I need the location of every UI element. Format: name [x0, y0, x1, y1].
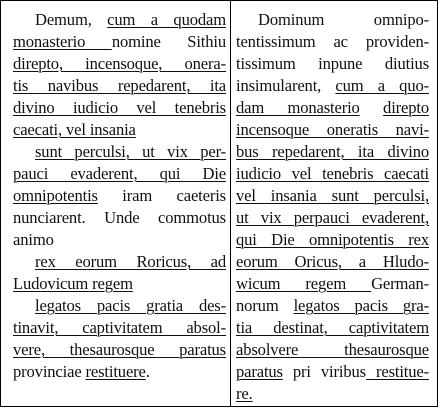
right-column-line [236, 163, 429, 185]
underlined-text: iudicio vel tenebris caecati [236, 164, 429, 183]
right-column-line [236, 207, 429, 229]
left-column-line [13, 53, 226, 75]
underlined-text: legatos pacis gratia des- [35, 296, 226, 315]
underlined-text: direpto, incensoque, onera- [13, 54, 226, 73]
underlined-text: monasterio [13, 32, 112, 51]
underlined-text: omnipotentis [13, 186, 98, 205]
underlined-text: tis navibus repedarent, ita [13, 76, 226, 95]
underlined-text: cum a quodam [107, 10, 226, 29]
right-column-line [236, 339, 429, 361]
underlined-text: legatos pacis gra- [293, 296, 429, 315]
right-column-line [236, 383, 429, 405]
left-column-line [13, 361, 226, 383]
underlined-text: rex eorum Roricus, ad [35, 252, 226, 271]
text-span: provinciae [13, 362, 86, 381]
right-column-line [236, 141, 429, 163]
left-column-line [13, 273, 226, 295]
underlined-text: Ludovicum regem [13, 274, 133, 293]
text-span: Dominum omnipo- [258, 10, 429, 29]
left-column-line [13, 75, 226, 97]
left-column-line [13, 207, 226, 229]
text-span: German- [371, 274, 429, 293]
left-column-line [13, 295, 226, 317]
underlined-text: paratus [236, 362, 283, 381]
left-column-line [13, 31, 226, 53]
left-column-line [13, 9, 226, 31]
underlined-text: bus repedarent, ita divino [236, 142, 429, 161]
right-column-line [236, 119, 429, 141]
text-span: Demum, [35, 10, 108, 29]
text-span: insimularent, [236, 76, 336, 95]
underlined-text: absolvere thesaurosque [236, 340, 429, 359]
right-column-line [236, 361, 429, 383]
right-column-line [236, 273, 429, 295]
right-column-line [236, 31, 429, 53]
underlined-text: dam monasterio [236, 98, 360, 117]
text-span: norum [236, 296, 294, 315]
right-column-line [236, 97, 429, 119]
underlined-text: direpto [383, 98, 429, 117]
left-column-line [13, 339, 226, 361]
text-span: tentissimum ac providen- [236, 32, 429, 51]
left-column-line [13, 185, 226, 207]
underlined-text: qui Die omnipotentis rex [236, 230, 429, 249]
text-span: . [145, 362, 150, 381]
right-column-line [236, 295, 429, 317]
underlined-text: vel insania sunt perculsi, [236, 186, 429, 205]
underlined-text: ut vix perpauci evaderent, [236, 208, 429, 227]
left-column-line [13, 229, 226, 251]
text-span: nomine Sithiu [111, 32, 227, 51]
underlined-text: sunt perculsi, ut vix per- [35, 142, 226, 161]
underlined-text: eorum Oricus, a Hludo- [236, 252, 429, 271]
underlined-text: divino iudicio vel tenebris [13, 98, 226, 117]
underlined-text: tinavit, captivitatem absol- [13, 318, 226, 337]
text-span: nunciarent. Unde commotus [13, 208, 226, 227]
right-column-line [236, 9, 429, 31]
underlined-text: vere, thesaurosque paratus [13, 340, 226, 359]
underlined-text: pauci evaderent, qui Die [13, 164, 226, 183]
text-span: animo [13, 230, 54, 249]
underlined-text: incensoque oneratis navi- [236, 120, 429, 139]
underlined-text: tia destinat, captivitatem [236, 318, 429, 337]
right-column-line [236, 251, 429, 273]
right-column-line [236, 53, 429, 75]
text-span: pri viribus [282, 362, 366, 381]
left-column-line [13, 317, 226, 339]
text-span: iram caeteris [97, 186, 226, 205]
left-column-line [13, 141, 226, 163]
underlined-text: restitue- [365, 362, 429, 381]
underlined-text: wicum regem [236, 274, 372, 293]
text-span: tissimum inpune diutius [236, 54, 429, 73]
right-column-line [236, 75, 429, 97]
underlined-text: re. [236, 384, 253, 403]
left-column-line [13, 163, 226, 185]
right-column-line [236, 229, 429, 251]
column-divider [230, 1, 231, 406]
left-column-line [13, 97, 226, 119]
right-column-line [236, 317, 429, 339]
text-span [360, 98, 383, 117]
underlined-text: caecati, vel insania [13, 120, 136, 139]
right-column-line [236, 185, 429, 207]
left-column-line [13, 119, 226, 141]
underlined-text: cum a quo- [335, 76, 429, 95]
left-column-line [13, 251, 226, 273]
underlined-text: restituere [85, 362, 146, 381]
